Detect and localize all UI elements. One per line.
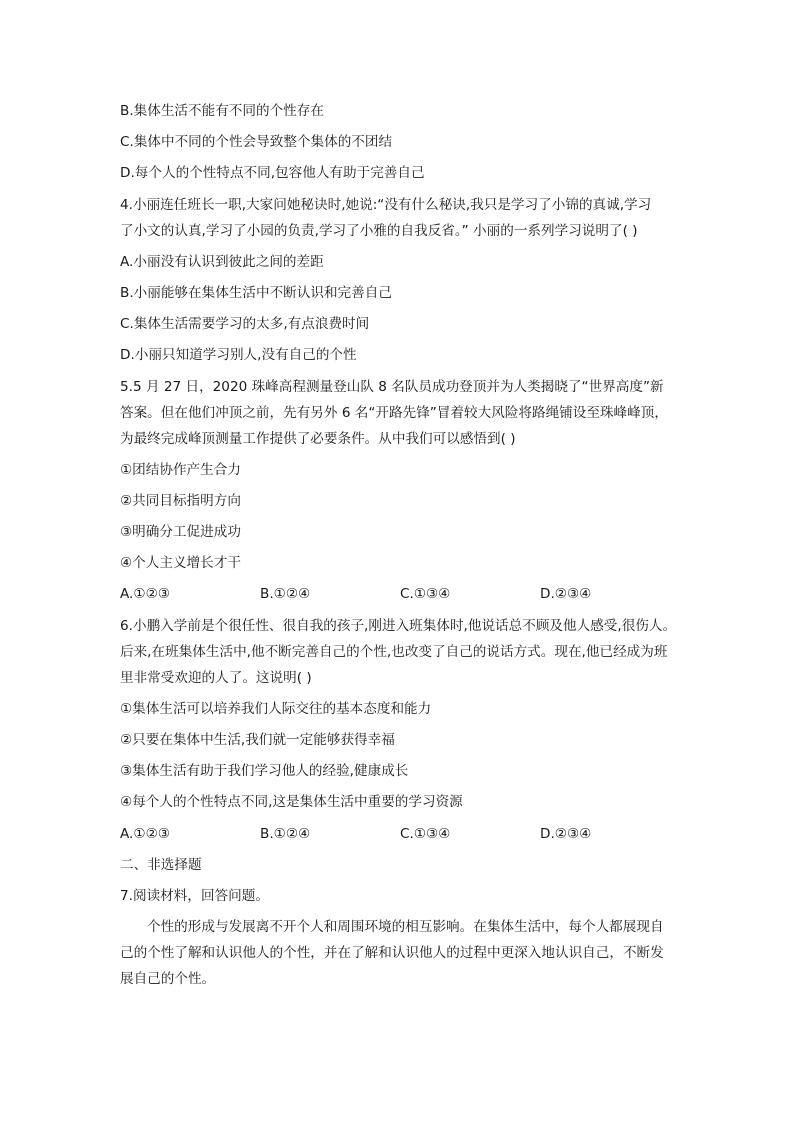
question-4-line-1: 4.小丽连任班长一职,大家问她秘诀时,她说:“没有什么秘诀,我只是学习了小锦的真诚,学习 bbox=[120, 196, 652, 213]
choice-b: B.①②④ bbox=[260, 825, 311, 842]
option-line: B.集体生活不能有不同的个性存在 bbox=[120, 103, 324, 119]
option-line: D.每个人的个性特点不同,包容他人有助于完善自己 bbox=[120, 165, 425, 182]
question-7-title: 7.阅读材料，回答问题。 bbox=[120, 887, 269, 904]
choice-d: D.②③④ bbox=[540, 586, 592, 603]
question-6-options bbox=[120, 823, 680, 845]
choice-a: A.①②③ bbox=[120, 586, 170, 603]
statement-line: ③集体生活有助于我们学习他人的经验,健康成长 bbox=[120, 763, 409, 780]
question-4-line-2: 了小文的认真,学习了小园的负责,学习了小雅的自我反省。” 小丽的一系列学习说明了( ) bbox=[120, 222, 638, 239]
statement-line: ①集体生活可以培养我们人际交往的基本态度和能力 bbox=[120, 700, 432, 717]
question-5-line-2: 答案。但在他们冲顶之前，先有另外 6 名“开路先锋”冒着较大风险将路绳铺设至珠峰峰顶， bbox=[120, 404, 668, 421]
section-title: 二、非选择题 bbox=[120, 856, 202, 873]
question-5-line-3: 为最终完成峰顶测量工作提供了必要条件。从中我们可以感悟到( ) bbox=[120, 430, 516, 447]
statement-line: ④每个人的个性特点不同,这是集体生活中重要的学习资源 bbox=[120, 794, 463, 811]
choice-a: A.①②③ bbox=[120, 825, 170, 842]
option-line: A.小丽没有认识到彼此之间的差距 bbox=[120, 253, 324, 270]
material-paragraph-line-3: 展自己的个性。 bbox=[120, 971, 216, 988]
choice-d: D.②③④ bbox=[540, 825, 592, 842]
option-line: C.集体生活需要学习的太多,有点浪费时间 bbox=[120, 316, 370, 333]
choice-b: B.①②④ bbox=[260, 586, 311, 603]
question-5-line-1: 5.5 月 27 日，2020 珠峰高程测量登山队 8 名队员成功登顶并为人类揭晓了“世界高度”新 bbox=[120, 378, 664, 395]
statement-line: ②只要在集体中生活,我们就一定能够获得幸福 bbox=[120, 732, 395, 748]
choice-c: C.①③④ bbox=[400, 586, 451, 603]
statement-line: ④个人主义增长才干 bbox=[120, 555, 241, 572]
statement-line: ②共同目标指明方向 bbox=[120, 492, 241, 509]
question-5-options bbox=[120, 583, 680, 605]
question-6-line-3: 里非常受欢迎的人了。这说明( ) bbox=[120, 669, 312, 686]
material-paragraph-line-2: 己的个性了解和认识他人的个性，并在了解和认识他人的过程中更深入地认识自己，不断发 bbox=[120, 945, 664, 962]
option-line: C.集体中不同的个性会导致整个集体的不团结 bbox=[120, 134, 393, 151]
material-paragraph-line-1: 个性的形成与发展离不开个人和周围环境的相互影响。在集体生活中，每个人都展现自 bbox=[147, 919, 664, 936]
option-line: D.小丽只知道学习别人,没有自己的个性 bbox=[120, 347, 357, 364]
option-line: B.小丽能够在集体生活中不断认识和完善自己 bbox=[120, 284, 392, 301]
question-6-line-2: 后来,在班集体生活中,他不断完善自己的个性,也改变了自己的说话方式。现在,他已经成为班 bbox=[120, 643, 668, 660]
statement-line: ①团结协作产生合力 bbox=[120, 461, 241, 478]
document-page bbox=[120, 100, 680, 999]
statement-line: ③明确分工促进成功 bbox=[120, 524, 241, 541]
choice-c: C.①③④ bbox=[400, 825, 451, 842]
question-6-line-1: 6.小鹏入学前是个很任性、很自我的孩子,刚进入班集体时,他说话总不顾及他人感受,很伤人。 bbox=[120, 617, 677, 634]
